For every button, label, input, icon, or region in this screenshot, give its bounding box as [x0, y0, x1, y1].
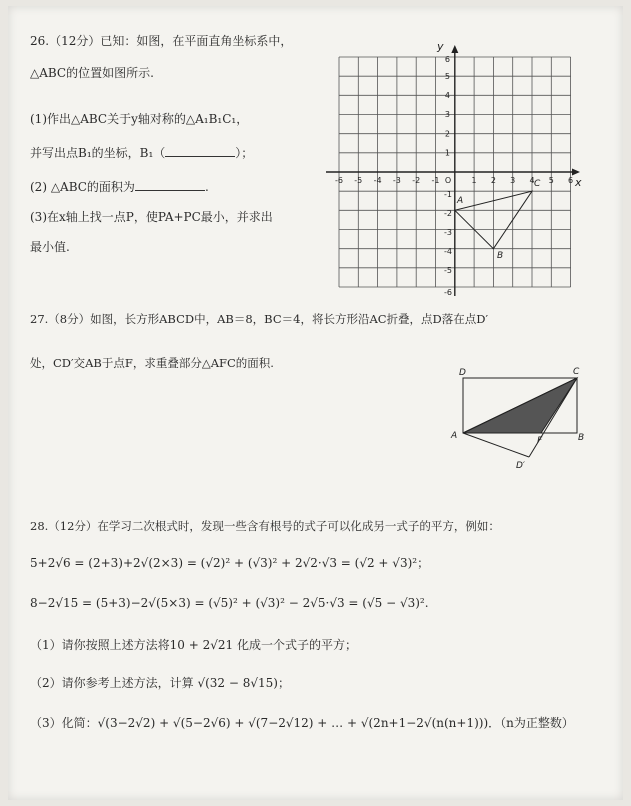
- y-tick: 1: [444, 148, 450, 158]
- origin-label: O: [444, 176, 452, 185]
- q26-part1b-text: 并写出点B₁的坐标，B₁（: [30, 146, 166, 160]
- x-tick: -2: [412, 176, 421, 185]
- x-axis-label: x: [575, 176, 582, 189]
- x-tick: -3: [392, 176, 401, 185]
- q27-line2: 处，CD′交AB于点F，求重叠部分△AFC的面积.: [30, 356, 274, 370]
- y-axis-label: y: [437, 40, 444, 53]
- y-tick: -1: [444, 190, 452, 199]
- point-b-label: B: [497, 251, 504, 261]
- y-tick: -5: [444, 266, 452, 275]
- q26-part2-end: .: [204, 180, 209, 194]
- x-tick: 2: [490, 176, 496, 185]
- x-tick: -5: [354, 176, 363, 185]
- rect-label-a: A: [451, 431, 458, 441]
- rect-label-c: C: [573, 367, 580, 377]
- q28-part3: （3）化简：√(3−2√2) + √(5−2√6) + √(7−2√12) + … + √(2n+1−2√(n(n+1)))．（n为正整数）: [30, 716, 574, 730]
- x-tick: 4: [529, 176, 535, 185]
- rect-label-d: D: [459, 368, 466, 378]
- q27-line1: 27.（8分）如图，长方形ABCD中，AB＝8，BC＝4，将长方形沿AC折叠，点D落在点D′: [30, 312, 489, 326]
- x-tick: 6: [568, 176, 574, 185]
- point-c-label: C: [534, 179, 541, 189]
- segment-ad-prime: [463, 433, 529, 457]
- x-tick: 1: [471, 176, 477, 185]
- x-tick: -1: [431, 176, 440, 185]
- y-tick: 4: [444, 91, 450, 100]
- x-tick: 3: [510, 176, 516, 185]
- q28-eq2: 8−2√15 = (5+3)−2√(5×3) = (√5)² + (√3)² − 2√5·√3 = (√5 − √3)².: [30, 596, 429, 610]
- q28-part2: （2）请你参考上述方法，计算 √(32 − 8√15)；: [30, 676, 290, 690]
- q26-part3b: 最小值.: [30, 240, 70, 254]
- y-tick: -3: [444, 228, 452, 237]
- rect-label-d-prime: D′: [516, 461, 525, 471]
- y-axis-arrow-icon: [451, 45, 458, 53]
- y-tick: 5: [444, 71, 450, 81]
- rect-label-f: F: [537, 436, 543, 446]
- x-axis-arrow-icon: [572, 169, 580, 176]
- q28-eq1: 5+2√6 = (2+3)+2√(2×3) = (√2)² + (√3)² + 2√2·√3 = (√2 + √3)²；: [30, 556, 430, 570]
- rect-label-b: B: [578, 433, 585, 443]
- q26-part2-text: (2) △ABC的面积为: [30, 180, 135, 194]
- y-tick: -4: [444, 247, 452, 256]
- x-tick: -4: [373, 176, 382, 185]
- y-tick: -2: [444, 209, 452, 218]
- y-tick: -6: [444, 288, 452, 297]
- q26-part1b-end: ）；: [235, 146, 254, 160]
- y-tick: 6: [444, 55, 450, 64]
- q28-part1: （1）请你按照上述方法将10 + 2√21 化成一个式子的平方；: [30, 638, 357, 652]
- y-tick: 3: [444, 110, 450, 120]
- q26-part1a: (1)作出△ABC关于y轴对称的△A₁B₁C₁，: [30, 112, 249, 126]
- q28-line1: 28.（12分）在学习二次根式时，发现一些含有根号的式子可以化成另一式子的平方，例如：: [30, 519, 500, 533]
- point-a-label: A: [457, 196, 464, 206]
- q26-line2: △ABC的位置如图所示.: [30, 66, 154, 80]
- q26-heading: 26.（12分）已知：如图，在平面直角坐标系中，: [30, 34, 293, 48]
- x-tick: -6: [335, 176, 343, 185]
- y-tick: 2: [444, 129, 450, 139]
- x-tick: 5: [548, 176, 554, 185]
- q26-part3a: (3)在x轴上找一点P，使PA+PC最小，并求出: [30, 210, 273, 224]
